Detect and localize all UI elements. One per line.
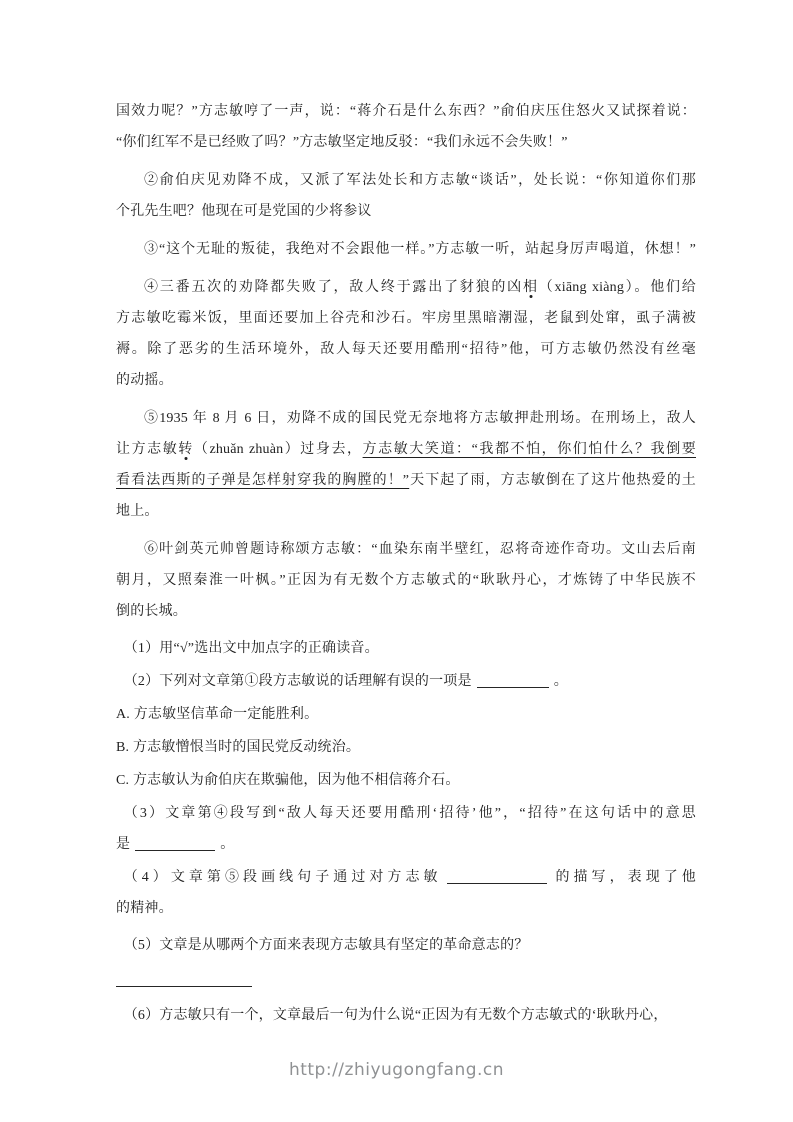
doc-line-8 xyxy=(116,334,696,365)
text-run: （6）方志敏只有一个，文章最后一句为什么说“正因为有无数个方志敏式的‘耿耿丹心， xyxy=(123,1008,668,1023)
text-run: ③“这个无耻的叛徒，我绝对不会跟他一样。”方志敏一听，站起身厉声喝道，休想！” xyxy=(144,242,696,257)
doc-line-28 xyxy=(116,1000,696,1031)
doc-line-26 xyxy=(116,930,696,961)
text-run: （xiāng xiàng）。他们给 xyxy=(538,280,697,295)
doc-line-20 xyxy=(116,732,696,763)
doc-line-10 xyxy=(116,403,696,434)
doc-line-11 xyxy=(116,434,696,465)
doc-line-17 xyxy=(116,633,696,664)
text-run: 方志敏吃霉米饭，里面还要加上谷壳和沙石。牢房里黑暗潮湿，老鼠到处窜，虱子满被 xyxy=(116,311,696,326)
footer-url: http://zhiyugongfang.cn xyxy=(288,1060,505,1080)
doc-line-13 xyxy=(116,496,696,527)
text-run: 是 xyxy=(116,837,131,852)
text-run: 地上。 xyxy=(116,504,159,519)
answer-blank xyxy=(116,970,252,987)
text-run: （2）下列对文章第①段方志敏说的话理解有误的一项是 xyxy=(123,674,472,689)
doc-line-22 xyxy=(116,798,696,829)
text-run: 的精神。 xyxy=(116,901,173,916)
text-run: C. 方志敏认为俞伯庆在欺骗他，因为他不相信蒋介石。 xyxy=(116,773,460,788)
text-run: （zhuǎn zhuàn）过身去， xyxy=(193,442,363,457)
answer-blank xyxy=(477,671,549,688)
text-run: （4）文章第⑤段画线句子通过对方志敏 xyxy=(123,870,442,885)
doc-line-2 xyxy=(116,127,696,158)
text-run: B. 方志敏憎恨当时的国民党反动统治。 xyxy=(116,740,361,755)
text-run: 天下起了雨，方志敏倒在了这片他热爱的土 xyxy=(409,473,696,488)
dotted-char: 转 xyxy=(178,442,194,457)
text-run: A. 方志敏坚信革命一定能胜利。 xyxy=(116,707,319,722)
text-run: ④三番五次的劝降都失败了，敌人终于露出了豺狼的凶 xyxy=(144,280,523,295)
answer-blank xyxy=(447,867,547,884)
doc-line-3 xyxy=(116,165,696,196)
doc-line-24 xyxy=(116,862,696,893)
doc-line-19 xyxy=(116,699,696,730)
text-run: （5）文章是从哪两个方面来表现方志敏具有坚定的革命意志的？ xyxy=(123,938,529,953)
underlined-text: 方志敏大笑道：“我都不怕，你们怕什么？我倒要 xyxy=(362,442,696,457)
text-run: 的动摇。 xyxy=(116,373,173,388)
text-run: 让方志敏 xyxy=(116,442,179,457)
doc-line-1 xyxy=(116,96,696,127)
dotted-char: 相 xyxy=(522,280,539,295)
text-run: （1）用“√”选出文中加点字的正确读音。 xyxy=(123,641,379,656)
text-run: ⑤1935 年 8 月 6 日，劝降不成的国民党无奈地将方志敏押赴刑场。在刑场上，敌人 xyxy=(144,411,696,426)
text-run: ⑥叶剑英元帅曾题诗称颂方志敏：“血染东南半壁红，忍将奇迹作奇功。文山去后南 xyxy=(144,542,696,557)
text-run: 个孔先生吧？他现在可是党国的少将参议 xyxy=(116,204,372,219)
doc-line-5 xyxy=(116,234,696,265)
doc-line-14 xyxy=(116,534,696,565)
text-run: 的描写，表现了他 xyxy=(551,870,696,885)
text-run: 倒的长城。 xyxy=(116,604,187,619)
doc-line-27 xyxy=(116,965,696,996)
text-run: 褥。除了恶劣的生活环境外，敌人每天还要用酷刑“招待”他，可方志敏仍然没有丝毫 xyxy=(116,342,696,357)
doc-line-6 xyxy=(116,272,696,303)
doc-line-7 xyxy=(116,303,696,334)
doc-line-4 xyxy=(116,196,696,227)
doc-line-15 xyxy=(116,565,696,596)
underlined-text: 看看法西斯的子弹是怎样射穿我的胸膛的！” xyxy=(116,473,410,488)
text-run: 国效力呢？”方志敏哼了一声，说：“蒋介石是什么东西？”俞伯庆压住怒火又试探着说： xyxy=(116,104,696,119)
doc-line-9 xyxy=(116,365,696,396)
text-run: 。 xyxy=(220,837,235,852)
text-run: “你们红军不是已经败了吗？”方志敏坚定地反驳：“我们永远不会失败！” xyxy=(116,135,568,150)
doc-line-16 xyxy=(116,596,696,627)
text-run: 朝月，又照秦淮一叶枫。”正因为有无数个方志敏式的“耿耿丹心，才炼铸了中华民族不 xyxy=(116,573,696,588)
document-content xyxy=(116,96,696,1031)
doc-line-25 xyxy=(116,893,696,924)
answer-blank xyxy=(135,834,215,851)
doc-line-18 xyxy=(116,666,696,697)
text-run: （3）文章第④段写到“敌人每天还要用酷刑‘招待’他”，“招待”在这句话中的意思 xyxy=(123,806,696,821)
text-run: 。 xyxy=(553,674,568,689)
doc-line-21 xyxy=(116,765,696,796)
doc-line-23 xyxy=(116,829,696,860)
doc-line-12 xyxy=(116,465,696,496)
text-run: ②俞伯庆见劝降不成，又派了军法处长和方志敏“谈话”，处长说：“你知道你们那 xyxy=(144,173,696,188)
